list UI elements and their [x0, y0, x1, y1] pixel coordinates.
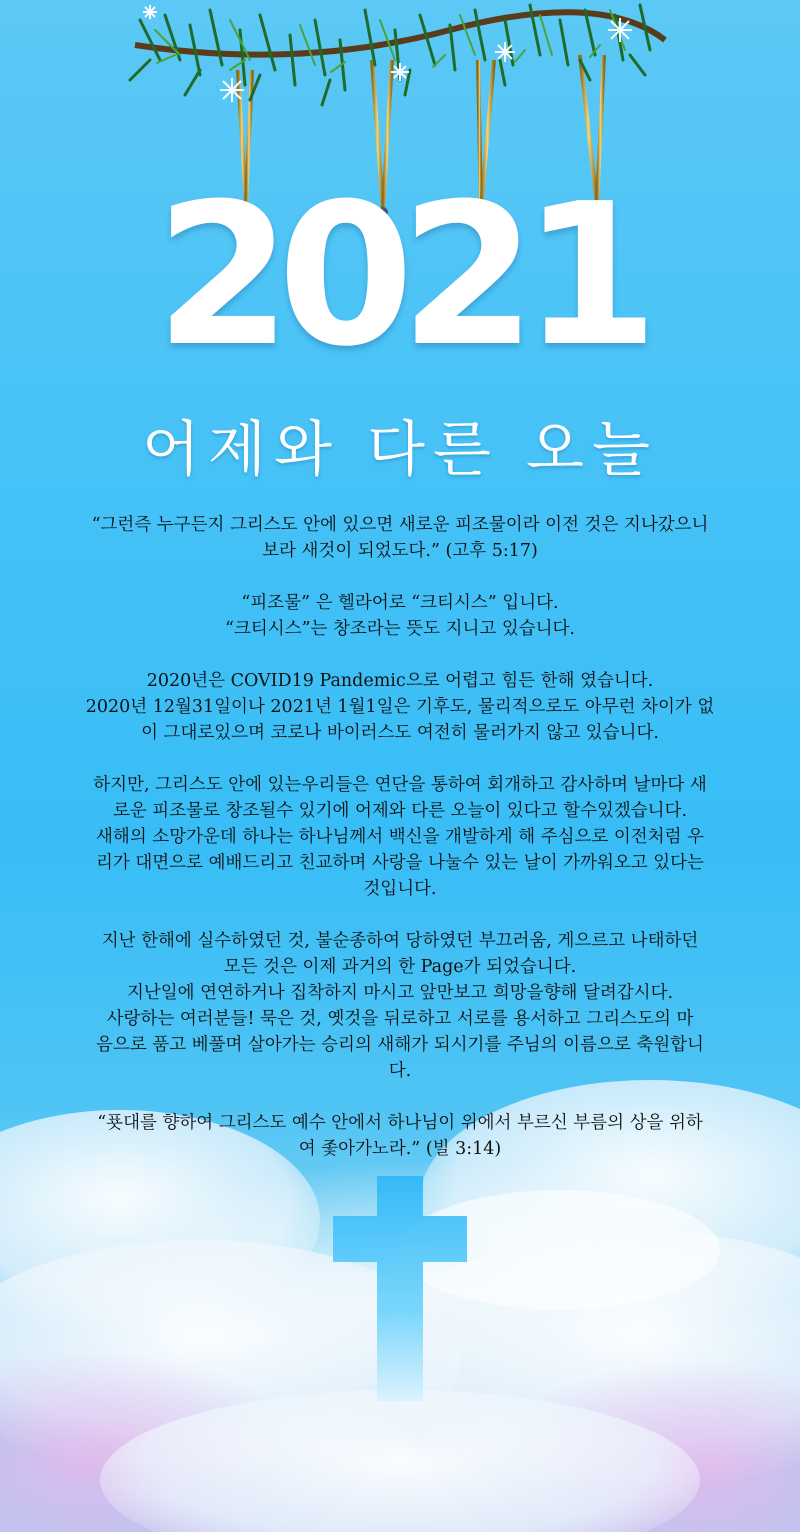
text-line: 모든 것은 이제 과거의 한 Page가 되었습니다.	[223, 957, 577, 977]
pandemic-paragraph	[26, 668, 774, 746]
blessing-paragraph	[26, 928, 774, 1084]
text-line: 보라 새것이 되었도다.” (고후 5:17)	[262, 541, 538, 561]
text-line: “크티시스”는 창조라는 뜻도 지니고 있습니다.	[225, 619, 575, 639]
text-line: 지난 한해에 실수하였던 것, 불순종하여 당하였던 부끄러움, 게으르고 나태하던	[101, 931, 699, 951]
text-line: 음으로 품고 베풀며 살아가는 승리의 새해가 되시기를 주님의 이름으로 축원합니	[96, 1035, 704, 1055]
text-line: 다.	[388, 1061, 412, 1081]
text-line: 여 좇아가노라.” (빌 3:14)	[298, 1139, 502, 1159]
text-line: “푯대를 향하여 그리스도 예수 안에서 하나님이 위에서 부르신 부름의 상을 위하	[97, 1113, 703, 1133]
text-line: “피조물” 은 헬라어로 “크티시스” 입니다.	[241, 593, 559, 613]
text-line: 새해의 소망가운데 하나는 하나님께서 백신을 개발하게 해 주심으로 이전처럼 우	[96, 827, 704, 847]
text-line: 2020년 12월31일이나 2021년 1월1일은 기후도, 물리적으로도 아무런 차이가 없	[85, 697, 715, 717]
text-line: 로운 피조물로 창조될수 있기에 어제와 다른 오늘이 있다고 할수있겠습니다.	[112, 801, 688, 821]
text-line: 리가 대면으로 예배드리고 친교하며 사랑을 나눌수 있는 날이 가까워오고 있다는	[96, 853, 704, 873]
text-line: 것입니다.	[363, 879, 437, 899]
ktisis-explanation	[26, 590, 774, 642]
text-line: 2020년은 COVID19 Pandemic으로 어렵고 힘든 한해 였습니다.	[146, 671, 654, 691]
message-body	[26, 512, 774, 1188]
scripture-quote-phil	[26, 1110, 774, 1162]
hope-paragraph	[26, 772, 774, 902]
scripture-quote-2cor	[26, 512, 774, 564]
year-heading: 2021	[155, 162, 645, 390]
text-line: 사랑하는 여러분들! 묵은 것, 옛것을 뒤로하고 서로를 용서하고 그리스도의 마	[106, 1009, 694, 1029]
text-line: “그런즉 누구든지 그리스도 안에 있으면 새로운 피조물이라 이전 것은 지나갔으니	[91, 515, 709, 535]
text-line: 지난일에 연연하거나 집착하지 마시고 앞만보고 희망을향해 달려갑시다.	[126, 983, 674, 1003]
page-title: 어제와 다른 오늘	[142, 415, 658, 485]
text-line: 하지만, 그리스도 안에 있는우리들은 연단을 통하여 회개하고 감사하며 날마다 새	[93, 775, 707, 795]
cross-icon	[333, 1176, 467, 1401]
text-line: 이 그대로있으며 코로나 바이러스도 여전히 물러가지 않고 있습니다.	[141, 723, 659, 743]
